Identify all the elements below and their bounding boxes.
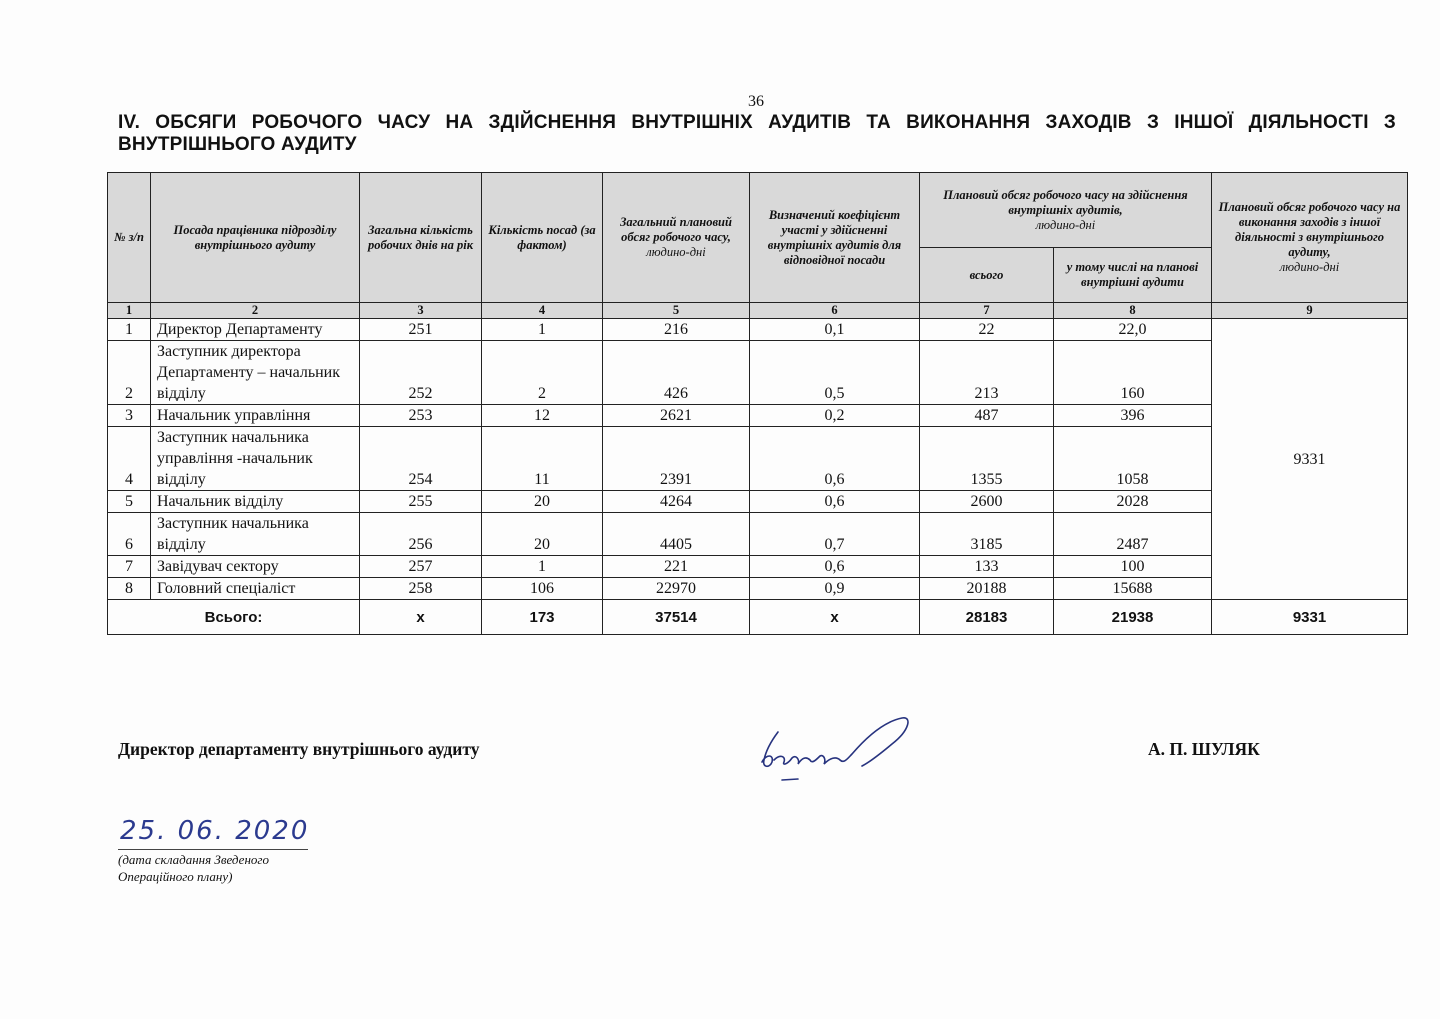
row-work-days: 254: [360, 427, 482, 491]
column-number: 9: [1212, 303, 1408, 319]
row-num: 4: [108, 427, 151, 491]
row-audit-planned: 160: [1054, 341, 1212, 405]
header-audit-time: [920, 173, 1212, 248]
handwritten-date: 25. 06. 2020: [120, 816, 310, 846]
total-row: [108, 600, 1408, 635]
row-coef: 0,9: [750, 578, 920, 600]
row-audit-total: 2600: [920, 491, 1054, 513]
row-work-days: 256: [360, 513, 482, 556]
column-number: 1: [108, 303, 151, 319]
row-audit-total: 3185: [920, 513, 1054, 556]
row-audit-planned: 15688: [1054, 578, 1212, 600]
row-num: 5: [108, 491, 151, 513]
row-coef: 0,1: [750, 319, 920, 341]
row-position: Директор Департаменту: [151, 319, 360, 341]
row-num: 8: [108, 578, 151, 600]
column-number: 2: [151, 303, 360, 319]
row-audit-total: 487: [920, 405, 1054, 427]
row-count: 1: [482, 556, 603, 578]
row-total-time: 2391: [603, 427, 750, 491]
row-coef: 0,7: [750, 513, 920, 556]
row-num: 6: [108, 513, 151, 556]
row-position: Головний спеціаліст: [151, 578, 360, 600]
row-audit-total: 20188: [920, 578, 1054, 600]
row-count: 11: [482, 427, 603, 491]
total-work-days: х: [360, 600, 482, 635]
total-audit-planned: 21938: [1054, 600, 1212, 635]
row-total-time: 4264: [603, 491, 750, 513]
row-total-time: 216: [603, 319, 750, 341]
header-total-time: [603, 173, 750, 303]
header-other-time: [1212, 173, 1408, 303]
row-audit-planned: 2028: [1054, 491, 1212, 513]
column-number: 8: [1054, 303, 1212, 319]
row-audit-total: 213: [920, 341, 1054, 405]
director-title: Директор департаменту внутрішнього аудиту: [118, 739, 480, 759]
total-coef: х: [750, 600, 920, 635]
row-total-time: 426: [603, 341, 750, 405]
row-total-time: 2621: [603, 405, 750, 427]
row-audit-planned: 2487: [1054, 513, 1212, 556]
row-position: Начальник управління: [151, 405, 360, 427]
total-label: Всього:: [108, 600, 360, 635]
handwritten-signature: [752, 710, 922, 790]
director-name: А. П. ШУЛЯК: [1148, 739, 1260, 759]
header-count: Кількість посад (за фактом): [482, 173, 603, 303]
header-position: Посада працівника підрозділу внутрішнього аудиту: [151, 173, 360, 303]
row-audit-total: 1355: [920, 427, 1054, 491]
total-other: 9331: [1212, 600, 1408, 635]
row-total-time: 22970: [603, 578, 750, 600]
header-audit-planned: у тому числі на планові внутрішні аудити: [1054, 248, 1212, 303]
date-underline: [118, 849, 308, 850]
row-audit-planned: 1058: [1054, 427, 1212, 491]
section-title: IV. ОБСЯГИ РОБОЧОГО ЧАСУ НА ЗДІЙСНЕННЯ ВНУТРІШНІХ АУДИТІВ ТА ВИКОНАННЯ ЗАХОДІВ З ІНШОЇ ДІЯЛЬНОСТІ З ВНУТРІШНЬОГО АУДИТУ: [118, 112, 1396, 155]
header-coef: Визначений коефіцієнт участі у здійсненні внутрішніх аудитів для відповідної посади: [750, 173, 920, 303]
column-number: 3: [360, 303, 482, 319]
page-number: 36: [748, 93, 764, 110]
row-work-days: 257: [360, 556, 482, 578]
header-other-time-label: Плановий обсяг робочого часу на виконання заходів з іншої діяльності з внутрішнього аудиту,: [1218, 200, 1401, 259]
row-count: 2: [482, 341, 603, 405]
row-position: Заступник директора Департаменту – начальник відділу: [151, 341, 360, 405]
column-number: 5: [603, 303, 750, 319]
row-position: Завідувач сектору: [151, 556, 360, 578]
column-number: 7: [920, 303, 1054, 319]
date-caption: (дата складання Зведеного Операційного плану): [118, 852, 269, 884]
row-count: 12: [482, 405, 603, 427]
table-row: [108, 319, 1408, 341]
row-coef: 0,6: [750, 556, 920, 578]
header-work-days: Загальна кількість робочих днів на рік: [360, 173, 482, 303]
row-total-time: 4405: [603, 513, 750, 556]
header-other-time-unit: людино-дні: [1279, 260, 1340, 274]
row-total-time: 221: [603, 556, 750, 578]
header-total-time-label: Загальний плановий обсяг робочого часу,: [620, 215, 732, 244]
row-coef: 0,6: [750, 427, 920, 491]
row-coef: 0,2: [750, 405, 920, 427]
audit-time-table: [107, 172, 1408, 635]
row-coef: 0,6: [750, 491, 920, 513]
row-num: 7: [108, 556, 151, 578]
other-activity-value: 9331: [1212, 319, 1408, 600]
row-work-days: 252: [360, 341, 482, 405]
column-number: 6: [750, 303, 920, 319]
row-coef: 0,5: [750, 341, 920, 405]
row-audit-planned: 396: [1054, 405, 1212, 427]
row-position: Заступник начальника відділу: [151, 513, 360, 556]
row-count: 1: [482, 319, 603, 341]
row-audit-planned: 100: [1054, 556, 1212, 578]
row-work-days: 251: [360, 319, 482, 341]
row-num: 1: [108, 319, 151, 341]
row-num: 2: [108, 341, 151, 405]
total-time: 37514: [603, 600, 750, 635]
row-num: 3: [108, 405, 151, 427]
row-work-days: 255: [360, 491, 482, 513]
header-audit-total: всього: [920, 248, 1054, 303]
column-number: 4: [482, 303, 603, 319]
header-audit-time-label: Плановий обсяг робочого часу на здійснення внутрішніх аудитів,: [943, 187, 1188, 217]
column-numbers-row: [108, 303, 1408, 319]
row-audit-total: 133: [920, 556, 1054, 578]
row-count: 106: [482, 578, 603, 600]
header-audit-time-unit: людино-дні: [1035, 217, 1096, 232]
total-count: 173: [482, 600, 603, 635]
row-count: 20: [482, 513, 603, 556]
row-work-days: 258: [360, 578, 482, 600]
row-position: Начальник відділу: [151, 491, 360, 513]
row-count: 20: [482, 491, 603, 513]
header-total-time-unit: людино-дні: [646, 245, 706, 259]
header-num: № з/п: [108, 173, 151, 303]
row-position: Заступник начальника управління -начальник відділу: [151, 427, 360, 491]
total-audit: 28183: [920, 600, 1054, 635]
row-audit-total: 22: [920, 319, 1054, 341]
row-work-days: 253: [360, 405, 482, 427]
row-audit-planned: 22,0: [1054, 319, 1212, 341]
